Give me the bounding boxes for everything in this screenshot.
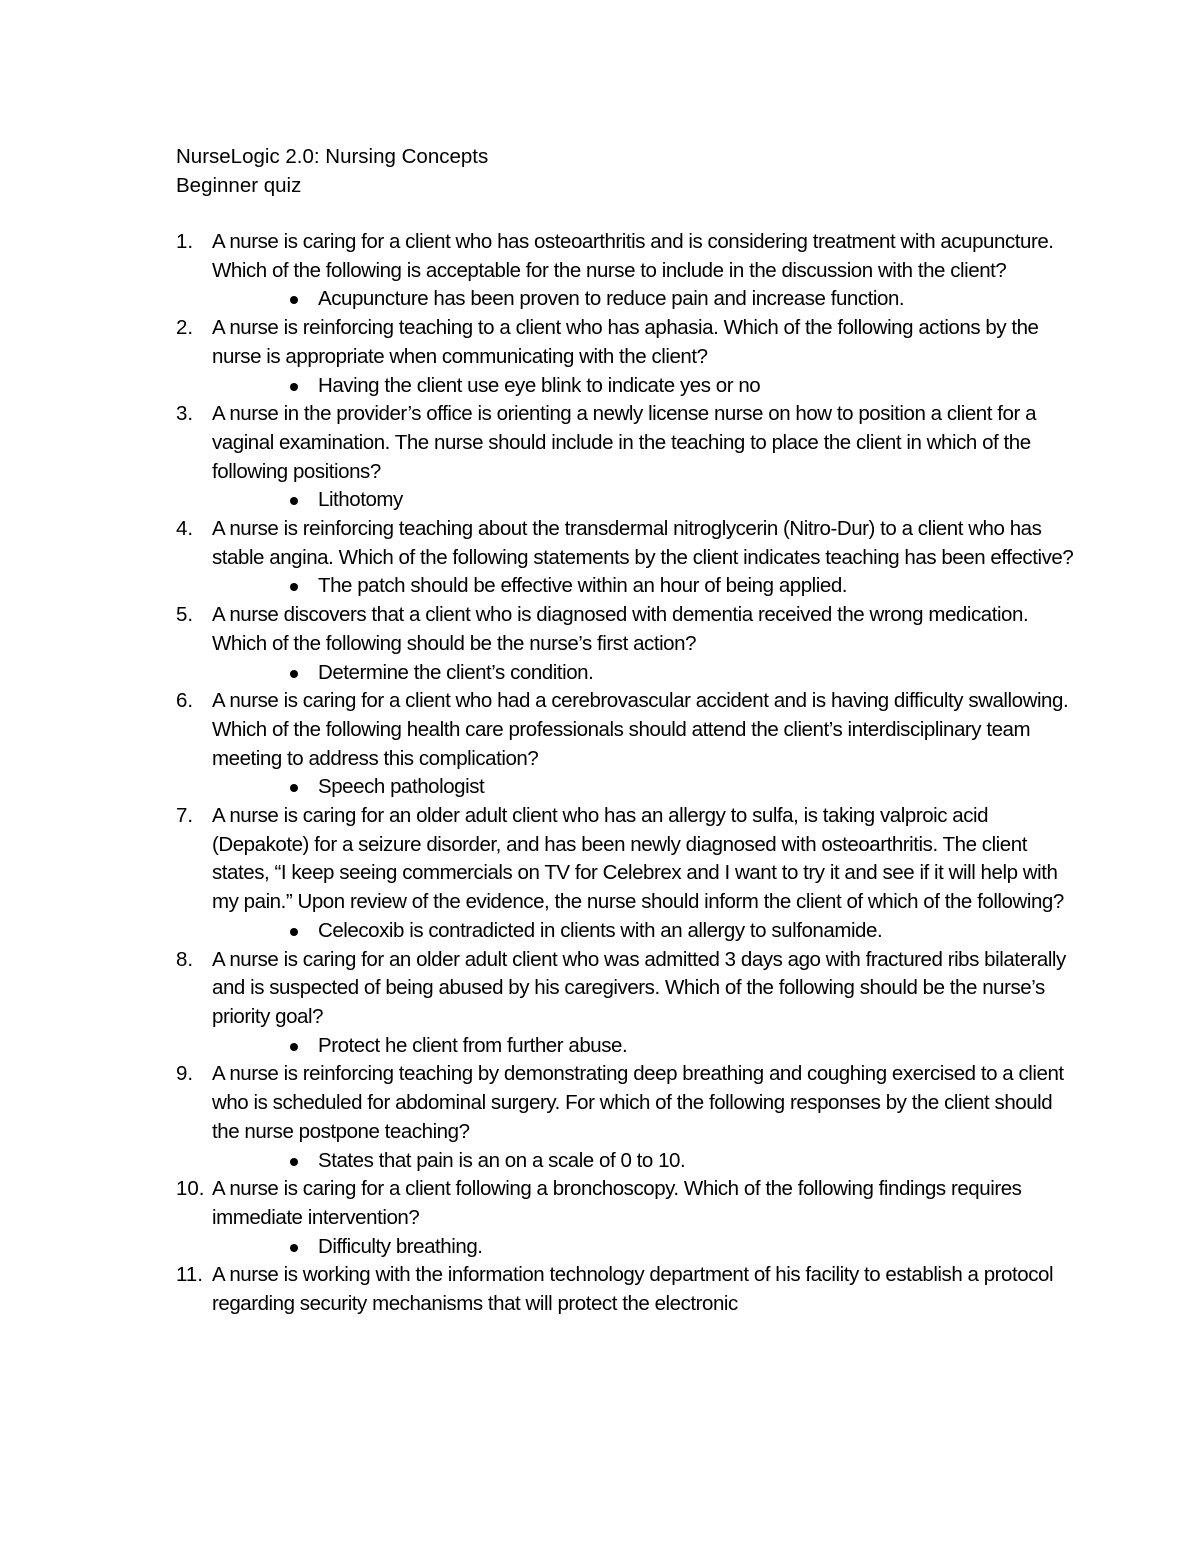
answer-text: Acupuncture has been proven to reduce pain and increase function.	[318, 287, 905, 311]
answer-text: States that pain is an on a scale of 0 to 10.	[318, 1148, 686, 1172]
document-subtitle: Beginner quiz	[176, 174, 302, 197]
question-number: 4.	[176, 517, 194, 541]
bullet-icon	[290, 583, 298, 591]
question-number: 11.	[176, 1263, 203, 1287]
question-item	[176, 314, 1076, 400]
question-number: 9.	[176, 1062, 194, 1086]
question-number: 3.	[176, 402, 194, 426]
answer-item	[212, 285, 1076, 314]
question-text: A nurse in the provider’s office is orienting a newly license nurse on how to position a client for a vaginal examination. The nurse should include in the teaching to place the client in which of the following positions?	[212, 402, 1037, 483]
question-text: A nurse is caring for an older adult client who has an allergy to sulfa, is taking valproic acid (Depakote) for a seizure disorder, and has been newly diagnosed with osteoarthritis. The client states, “I keep seeing commercials on TV for Celebrex and I want to try it and see if it will help with my pain.” Upon review of the evidence, the nurse should inform the client of which of the following?	[212, 804, 1064, 914]
bullet-icon	[290, 928, 298, 936]
question-item	[176, 802, 1076, 946]
question-number: 7.	[176, 804, 194, 828]
question-number: 2.	[176, 316, 194, 340]
bullet-icon	[290, 784, 298, 792]
answer-item	[212, 773, 1076, 802]
question-number: 5.	[176, 603, 194, 627]
question-text: A nurse is caring for an older adult client who was admitted 3 days ago with fractured ribs bilaterally and is suspected of being abused by his caregivers. Which of the following should be the nurse’s priority goal?	[212, 947, 1066, 1028]
question-number: 8.	[176, 947, 194, 971]
question-item	[176, 601, 1076, 687]
bullet-icon	[290, 1244, 298, 1252]
question-number: 6.	[176, 689, 194, 713]
document-content	[176, 142, 1076, 1319]
question-item	[176, 1175, 1076, 1261]
question-text: A nurse is caring for a client who has osteoarthritis and is considering treatment with acupuncture. Which of the following is acceptable for the nurse to include in the discussion with the client?	[212, 230, 1054, 282]
bullet-icon	[290, 383, 298, 391]
question-text: A nurse is working with the information technology department of his facility to establish a protocol regarding security mechanisms that will protect the electronic	[212, 1263, 1054, 1316]
answer-text: Speech pathologist	[318, 775, 485, 799]
bullet-icon	[290, 670, 298, 678]
answer-text: Lithotomy	[318, 488, 403, 512]
answer-text: The patch should be effective within an hour of being applied.	[318, 574, 848, 598]
answer-text: Difficulty breathing.	[318, 1234, 483, 1258]
answer-item	[212, 1233, 1076, 1262]
answer-text: Having the client use eye blink to indicate yes or no	[318, 373, 761, 397]
bullet-icon	[290, 296, 298, 304]
question-number: 1.	[176, 230, 194, 253]
question-item	[176, 1261, 1076, 1318]
question-text: A nurse is reinforcing teaching about the transdermal nitroglycerin (Nitro-Dur) to a client who has stable angina. Which of the following statements by the client indicates teaching has been effective?	[212, 517, 1074, 569]
question-text: A nurse is caring for a client who had a cerebrovascular accident and is having difficulty swallowing. Which of the following health care professionals should attend the client’s interdisciplinary team meeting to address this complication?	[212, 689, 1069, 770]
answer-item	[212, 572, 1076, 601]
question-item	[176, 228, 1076, 314]
answer-text: Determine the client’s condition.	[318, 660, 594, 684]
spacer	[176, 200, 1076, 228]
question-list	[176, 228, 1076, 1319]
answer-text: Celecoxib is contradicted in clients with an allergy to sulfonamide.	[318, 918, 883, 942]
bullet-icon	[290, 1158, 298, 1166]
question-item	[176, 1060, 1076, 1175]
answer-item	[212, 917, 1076, 946]
answer-item	[212, 659, 1076, 688]
question-text: A nurse is reinforcing teaching to a client who has aphasia. Which of the following actions by the nurse is appropriate when communicating with the client?	[212, 316, 1039, 368]
answer-text: Protect he client from further abuse.	[318, 1033, 628, 1057]
answer-item	[212, 486, 1076, 515]
bullet-icon	[290, 497, 298, 505]
document-title: NurseLogic 2.0: Nursing Concepts	[176, 145, 489, 168]
answer-item	[212, 1147, 1076, 1176]
question-item	[176, 946, 1076, 1061]
question-text: A nurse is caring for a client following a bronchoscopy. Which of the following findings requires immediate intervention?	[212, 1177, 1022, 1229]
question-text: A nurse discovers that a client who is diagnosed with dementia received the wrong medication. Which of the following should be the nurse’s first action?	[212, 603, 1029, 655]
question-item	[176, 400, 1076, 515]
question-item	[176, 687, 1076, 802]
question-number: 10.	[176, 1177, 205, 1201]
answer-item	[212, 372, 1076, 401]
question-item	[176, 515, 1076, 601]
bullet-icon	[290, 1043, 298, 1051]
answer-item	[212, 1032, 1076, 1061]
question-text: A nurse is reinforcing teaching by demonstrating deep breathing and coughing exercised to a client who is scheduled for abdominal surgery. For which of the following responses by the client should the nurse postpone teaching?	[212, 1062, 1064, 1143]
